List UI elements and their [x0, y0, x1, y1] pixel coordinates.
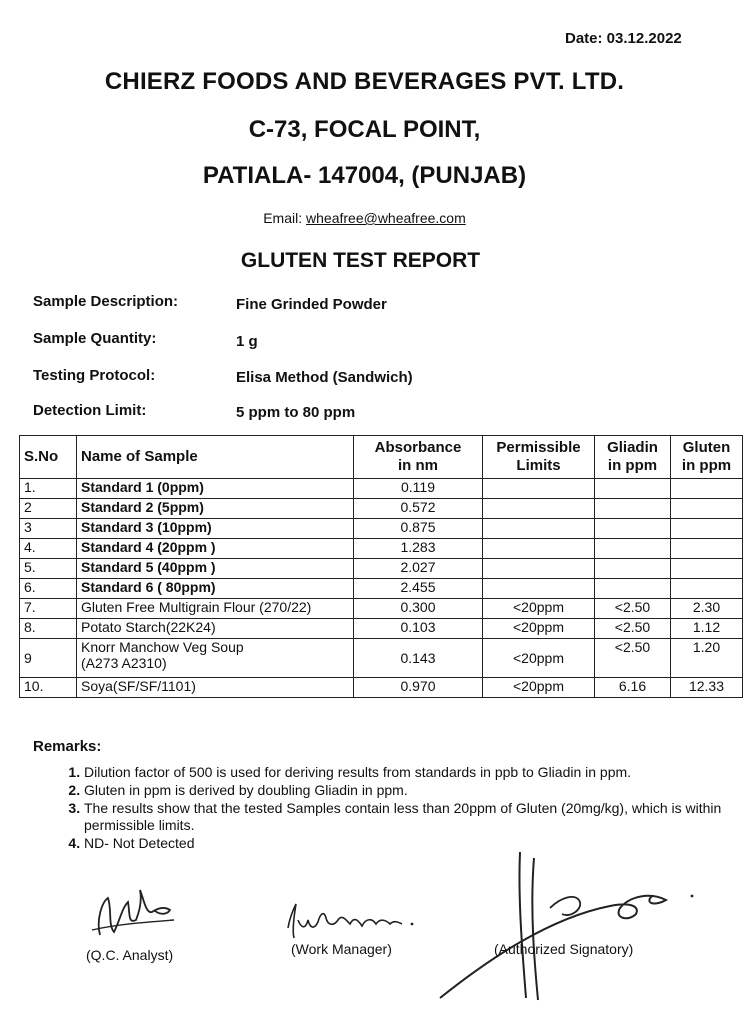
cell-limits — [483, 519, 595, 539]
cell-name — [77, 639, 354, 678]
cell-name: Standard 2 (5ppm) — [77, 499, 354, 519]
cell-name: Soya(SF/SF/1101) — [77, 678, 354, 698]
table-row — [20, 499, 743, 519]
qc-analyst-signature — [78, 880, 188, 950]
header-absorbance-l2: in nm — [398, 457, 438, 474]
cell-sno: 6. — [20, 579, 77, 599]
cell-sno: 8. — [20, 619, 77, 639]
table-row — [20, 599, 743, 619]
email-label: Email: — [263, 210, 307, 226]
authorized-signatory-label: (Authorized Signatory) — [494, 941, 634, 957]
cell-gluten: 12.33 — [671, 678, 743, 698]
cell-sno: 1. — [20, 479, 77, 499]
cell-limits: <20ppm — [483, 678, 595, 698]
cell-name-line2: (A273 A2310) — [81, 655, 167, 671]
cell-name: Potato Starch(22K24) — [77, 619, 354, 639]
cell-gliadin — [595, 499, 671, 519]
remark-item: 4. ND- Not Detected — [84, 835, 744, 852]
header-gluten-l1: Gluten — [682, 439, 731, 456]
table-row — [20, 678, 743, 698]
sample-quantity-label: Sample Quantity: — [33, 330, 157, 347]
header-gluten — [671, 436, 743, 479]
header-gluten-l2: in ppm — [681, 457, 732, 474]
header-gliadin — [595, 436, 671, 479]
cell-absorbance: 0.119 — [354, 479, 483, 499]
cell-gliadin — [595, 519, 671, 539]
qc-analyst-label: (Q.C. Analyst) — [86, 947, 174, 963]
cell-gluten — [671, 519, 743, 539]
cell-absorbance: 0.572 — [354, 499, 483, 519]
cell-sno: 7. — [20, 599, 77, 619]
table-row — [20, 639, 743, 678]
table-row — [20, 619, 743, 639]
cell-limits — [483, 579, 595, 599]
cell-limits — [483, 499, 595, 519]
header-name: Name of Sample — [77, 436, 354, 479]
remark-item: 3. The results show that the tested Samples contain less than 20ppm of Gluten (20mg/kg), which is within permissible limits. — [84, 800, 744, 834]
cell-name: Gluten Free Multigrain Flour (270/22) — [77, 599, 354, 619]
report-title: GLUTEN TEST REPORT — [240, 249, 481, 272]
results-table — [19, 435, 743, 698]
cell-limits: <20ppm — [483, 619, 595, 639]
header-limits — [483, 436, 595, 479]
cell-name-line1: Knorr Manchow Veg Soup — [81, 639, 244, 655]
header-absorbance-l1: Absorbance — [374, 439, 462, 456]
cell-absorbance: 0.103 — [354, 619, 483, 639]
cell-sno: 10. — [20, 678, 77, 698]
cell-gluten — [671, 579, 743, 599]
cell-absorbance: 2.027 — [354, 559, 483, 579]
company-name: CHIERZ FOODS AND BEVERAGES PVT. LTD. — [104, 68, 625, 95]
header-limits-l1: Permissible — [496, 439, 581, 456]
cell-gluten: 1.12 — [671, 619, 743, 639]
cell-limits: <20ppm — [483, 639, 595, 678]
testing-protocol-label: Testing Protocol: — [33, 367, 156, 384]
cell-name: Standard 3 (10ppm) — [77, 519, 354, 539]
remarks-list — [40, 764, 744, 853]
authorized-signatory-signature — [430, 848, 700, 1008]
remark-item: 2. Gluten in ppm is derived by doubling Gliadin in ppm. — [84, 782, 744, 799]
cell-gluten: 2.30 — [671, 599, 743, 619]
detection-limit-value: 5 ppm to 80 ppm — [236, 404, 356, 421]
cell-limits: <20ppm — [483, 599, 595, 619]
report-date: Date: 03.12.2022 — [565, 30, 682, 47]
address-line-2: PATIALA- 147004, (PUNJAB) — [202, 162, 527, 189]
work-manager-label: (Work Manager) — [291, 941, 392, 957]
cell-gluten — [671, 539, 743, 559]
cell-gliadin: 6.16 — [595, 678, 671, 698]
table-row — [20, 479, 743, 499]
cell-absorbance: 0.300 — [354, 599, 483, 619]
cell-sno: 3 — [20, 519, 77, 539]
cell-gluten — [671, 479, 743, 499]
cell-gliadin — [595, 559, 671, 579]
cell-gluten: 1.20 — [671, 639, 743, 678]
cell-name: Standard 5 (40ppm ) — [77, 559, 354, 579]
cell-sno: 9 — [20, 639, 77, 678]
sample-quantity-value: 1 g — [236, 333, 258, 350]
cell-gliadin: <2.50 — [595, 639, 671, 678]
cell-gliadin — [595, 579, 671, 599]
address-line-1: C-73, FOCAL POINT, — [248, 116, 481, 143]
header-gliadin-l1: Gliadin — [607, 439, 658, 456]
cell-name: Standard 4 (20ppm ) — [77, 539, 354, 559]
cell-sno: 2 — [20, 499, 77, 519]
cell-name: Standard 6 ( 80ppm) — [77, 579, 354, 599]
cell-limits — [483, 539, 595, 559]
cell-name: Standard 1 (0ppm) — [77, 479, 354, 499]
testing-protocol-value: Elisa Method (Sandwich) — [236, 369, 413, 386]
header-gliadin-l2: in ppm — [607, 457, 658, 474]
table-row — [20, 519, 743, 539]
email-link[interactable]: wheafree@wheafree.com — [306, 210, 466, 226]
header-limits-l2: Limits — [516, 457, 561, 474]
detection-limit-label: Detection Limit: — [33, 402, 147, 419]
cell-limits — [483, 479, 595, 499]
sample-description-label: Sample Description: — [33, 293, 179, 310]
header-sno: S.No — [20, 436, 77, 479]
table-row — [20, 539, 743, 559]
header-absorbance — [354, 436, 483, 479]
table-row — [20, 579, 743, 599]
cell-gluten — [671, 499, 743, 519]
cell-limits — [483, 559, 595, 579]
remark-item: 1. Dilution factor of 500 is used for deriving results from standards in ppb to Gliadin in ppm. — [84, 764, 744, 781]
cell-sno: 4. — [20, 539, 77, 559]
cell-gliadin: <2.50 — [595, 599, 671, 619]
sample-description-value: Fine Grinded Powder — [236, 296, 387, 313]
cell-absorbance: 0.970 — [354, 678, 483, 698]
table-row — [20, 559, 743, 579]
cell-gliadin — [595, 539, 671, 559]
cell-absorbance: 1.283 — [354, 539, 483, 559]
cell-gliadin: <2.50 — [595, 619, 671, 639]
remarks-title: Remarks: — [33, 738, 102, 755]
cell-sno: 5. — [20, 559, 77, 579]
cell-absorbance: 2.455 — [354, 579, 483, 599]
cell-absorbance: 0.143 — [354, 639, 483, 678]
table-header-row — [20, 436, 743, 479]
cell-gluten — [671, 559, 743, 579]
email-line — [0, 210, 729, 226]
cell-absorbance: 0.875 — [354, 519, 483, 539]
cell-gliadin — [595, 479, 671, 499]
